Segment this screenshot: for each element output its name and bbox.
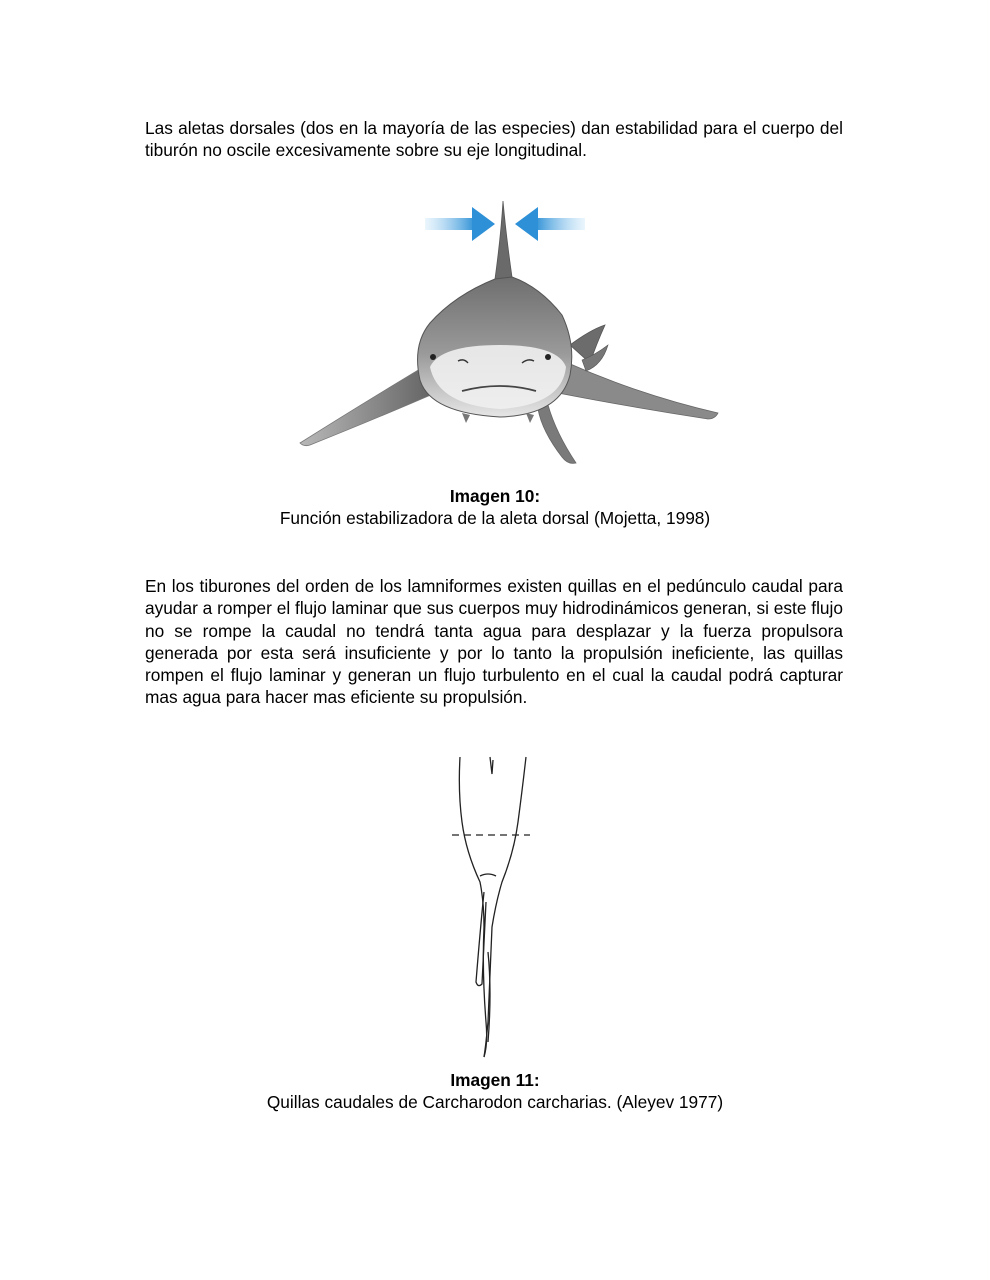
shark-front-illustration [290,195,730,475]
figure-caption-10 [0,485,990,529]
left-arrow-icon [425,207,495,241]
figure-title: Imagen 10: [449,486,541,506]
figure-caption-text: Quillas caudales de Carcharodon carcharias. (Aleyev 1977) [266,1092,724,1112]
right-arrow-icon [515,207,585,241]
figure-caption-text: Función estabilizadora de la aleta dorsal (Mojetta, 1998) [279,508,711,528]
figure-caption-11 [0,1069,990,1113]
figure-title: Imagen 11: [450,1070,540,1090]
caudal-keel-diagram [440,752,540,1062]
paragraph-dorsal-fins: Las aletas dorsales (dos en la mayoría de las especies) dan estabilidad para el cuerpo del tiburón no oscile excesivamente sobre su eje longitudinal. [145,118,843,161]
paragraph-caudal-keels: En los tiburones del orden de los lamniformes existen quillas en el pedúnculo caudal para ayudar a romper el flujo laminar que sus cuerpos muy hidrodinámicos generan, si este flujo no se rompe la caudal no tendrá tanta agua para desplazar y la fuerza propulsora generada por esta será insuficiente y por lo tanto la propulsión ineficiente, las quillas rompen el flujo laminar y generan un flujo turbulento en el cual la caudal podrá capturar mas agua para hacer mas eficiente su propulsión. [145,576,843,708]
